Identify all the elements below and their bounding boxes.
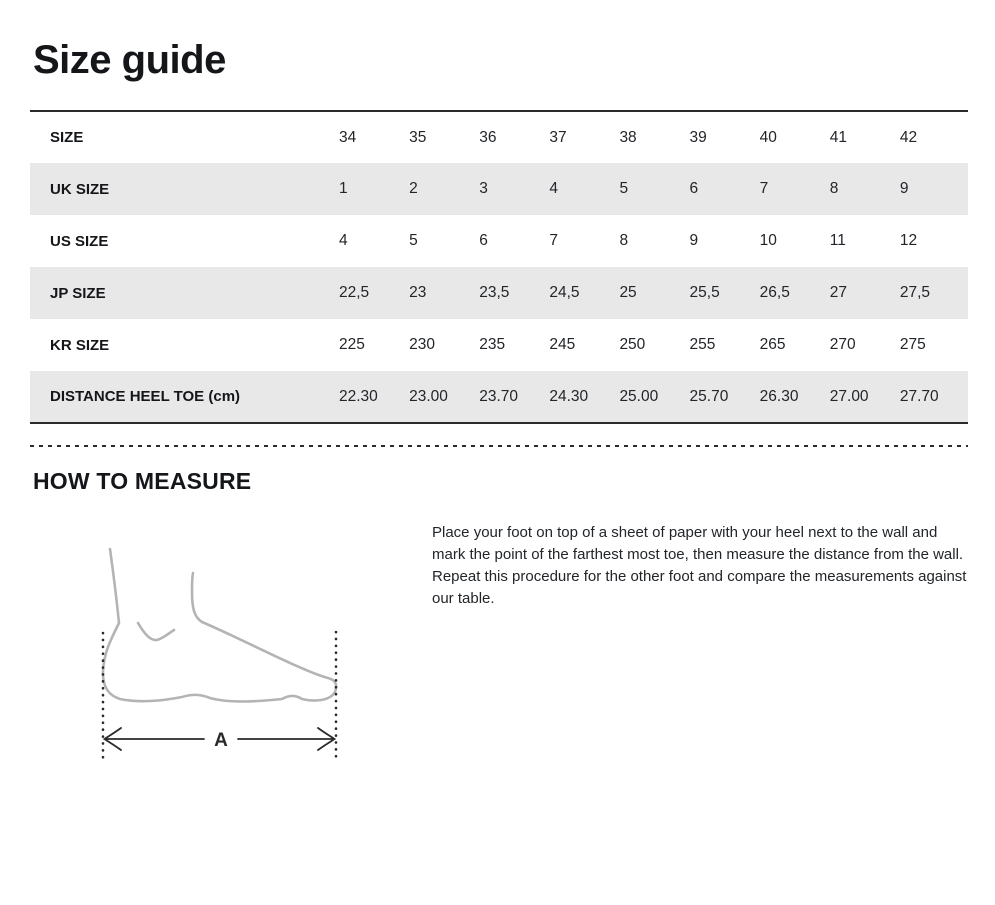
size-table-cell: 42	[899, 128, 918, 146]
size-table-cell: 5	[409, 232, 418, 249]
size-table-row-label: US SIZE	[50, 232, 109, 250]
size-table-cell: 27	[829, 284, 848, 301]
size-conversion-table	[30, 110, 968, 424]
size-table-row	[30, 267, 968, 319]
size-table-cell: 9	[899, 180, 909, 197]
size-table-cell: 235	[479, 336, 506, 353]
size-table-cell: 225	[339, 336, 365, 353]
size-table-cell: 22,5	[339, 284, 370, 301]
size-table-row-label: UK SIZE	[50, 180, 110, 198]
size-table-cell: 26,5	[759, 284, 790, 301]
size-table-cell: 270	[829, 336, 856, 353]
size-table-row-label: SIZE	[50, 129, 84, 146]
size-table-cell: 25.70	[689, 387, 729, 405]
foot-diagram-svg	[90, 533, 350, 773]
size-table-row	[30, 319, 968, 371]
size-table-cell: 36	[479, 128, 497, 146]
size-table-cell: 10	[759, 232, 777, 249]
size-table-row-label: KR SIZE	[50, 336, 110, 354]
size-table-cell: 7	[549, 232, 558, 249]
size-table-cell: 37	[549, 128, 567, 146]
size-table-cell: 38	[619, 128, 637, 146]
size-table-cell: 12	[899, 232, 918, 249]
size-table-cell: 275	[899, 336, 926, 353]
size-table-cell: 40	[759, 128, 777, 146]
measurement-label-a: A	[214, 730, 228, 751]
size-table-row-label: DISTANCE HEEL TOE (cm)	[50, 388, 241, 405]
size-table-cell: 25	[619, 284, 637, 301]
size-table-cell: 250	[619, 336, 646, 353]
size-table-cell: 34	[339, 128, 357, 146]
size-table-cell: 8	[619, 232, 629, 249]
size-table-cell: 25.00	[619, 387, 659, 405]
size-table-cell: 41	[829, 128, 848, 146]
size-table-cell: 23.70	[479, 387, 519, 405]
how-to-measure-section	[30, 468, 968, 773]
size-table-cell: 4	[549, 180, 558, 197]
size-table-cell: 3	[479, 180, 488, 197]
size-table-row	[30, 371, 968, 423]
size-table-cell: 23,5	[479, 284, 510, 301]
size-table-cell: 26.30	[759, 387, 799, 405]
size-table-cell: 24,5	[549, 284, 580, 301]
size-table-cell: 6	[689, 180, 699, 197]
size-table-cell: 23.00	[409, 387, 448, 405]
section-divider	[30, 445, 968, 447]
size-table-cell: 5	[619, 180, 629, 197]
page-title: Size guide	[33, 38, 226, 82]
size-table-cell: 2	[409, 180, 418, 197]
size-table-row-label: JP SIZE	[50, 284, 106, 302]
size-table-cell: 27.00	[829, 387, 869, 405]
size-table-cell: 245	[549, 336, 576, 353]
size-table-cell: 23	[409, 284, 427, 301]
size-table-cell: 24.30	[549, 387, 589, 405]
how-to-measure-heading: HOW TO MEASURE	[33, 468, 252, 494]
size-table-cell: 11	[829, 232, 846, 249]
size-table-cell: 27.70	[899, 387, 939, 405]
size-table-cell: 7	[759, 180, 769, 197]
size-table-row	[30, 163, 968, 215]
measure-instructions-text: Place your foot on top of a sheet of paper with your heel next to the wall and mark the point of the farthest most toe, then measure the distance from the wall. Repeat this procedure for the other foot and compare the measurements against our table.	[432, 524, 967, 607]
size-guide-page	[0, 36, 995, 773]
size-table-cell: 35	[409, 128, 427, 146]
size-table-cell: 6	[479, 232, 488, 249]
size-table-cell: 25,5	[689, 284, 720, 301]
size-table-cell: 8	[829, 180, 839, 197]
foot-measurement-diagram	[90, 533, 350, 773]
size-table-cell: 1	[339, 180, 348, 197]
size-table-cell: 9	[689, 232, 699, 249]
size-table-row	[30, 215, 968, 267]
size-table-cell: 265	[759, 336, 786, 353]
size-table-cell: 255	[689, 336, 716, 353]
size-table-cell: 4	[339, 232, 348, 249]
size-table-cell: 230	[409, 336, 435, 353]
size-table-cell: 39	[689, 128, 707, 146]
ankle-detail-curve	[138, 623, 174, 640]
size-table-row	[30, 111, 968, 163]
size-table-cell: 22.30	[339, 387, 378, 405]
size-table-cell: 27,5	[899, 284, 931, 301]
how-to-measure-body	[30, 519, 968, 773]
